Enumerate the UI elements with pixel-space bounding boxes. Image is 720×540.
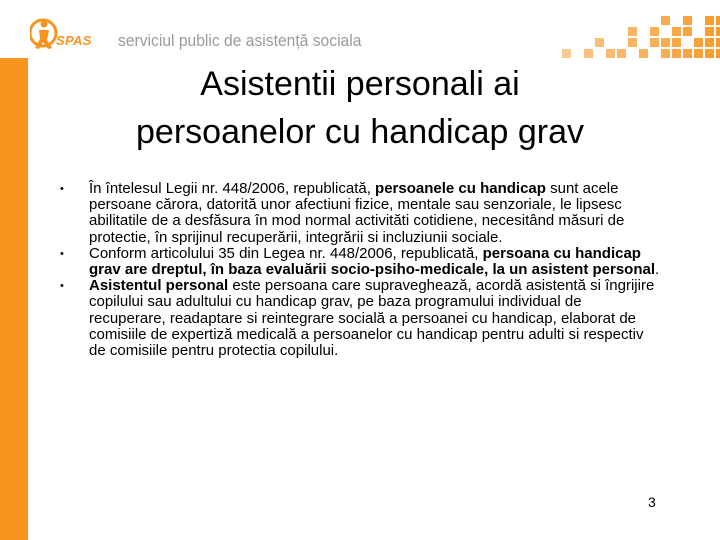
mosaic-square xyxy=(683,27,692,36)
mosaic-square xyxy=(584,49,593,58)
bullet-text xyxy=(89,181,660,246)
mosaic-square xyxy=(595,38,604,47)
mosaic-square xyxy=(716,49,720,58)
title-line-2: persoanelor cu handicap grav xyxy=(136,113,584,151)
bullet-item xyxy=(60,278,660,359)
mosaic-square xyxy=(672,38,681,47)
mosaic-square xyxy=(716,16,720,25)
bullet-text xyxy=(89,278,660,359)
mosaic-square xyxy=(672,27,681,36)
mosaic-square xyxy=(694,38,703,47)
mosaic-square xyxy=(672,49,681,58)
mosaic-square xyxy=(705,49,714,58)
mosaic-square xyxy=(705,38,714,47)
logo-text: SPAS xyxy=(56,33,92,48)
mosaic-square xyxy=(639,49,648,58)
text-run: În întelesul Legii nr. 448/2006, republicată, xyxy=(89,180,376,197)
bold-text-run: persoana cu handicap grav are dreptul, în baza evaluării socio-psiho-medicale, la un asistent personal xyxy=(89,244,656,279)
mosaic-square xyxy=(705,27,714,36)
bullet-marker: • xyxy=(60,280,64,293)
bullet-marker: • xyxy=(60,183,64,195)
mosaic-square xyxy=(661,16,670,25)
text-run: este persoana care supraveghează, acordă asistentă si îngrijire copilului sau adultului cu handicap grav, pe baza programului individual de recuperare, readaptare si reintegrare socială a persoanei cu handicap, elaborat de comisiile de expertiză medicală a persoanelor cu handicap pentru adulti si respectiv de comisiile pentru protectia copilului. xyxy=(89,277,655,360)
mosaic-square xyxy=(650,27,659,36)
spas-logo xyxy=(30,16,114,56)
slide-title xyxy=(40,60,680,156)
header-tagline: serviciul public de asistență sociala xyxy=(118,31,362,50)
mosaic-square xyxy=(705,16,714,25)
bullet-marker: • xyxy=(60,247,64,260)
mosaic-square xyxy=(661,49,670,58)
decorative-square-mosaic xyxy=(505,12,720,62)
orange-sidebar-bar xyxy=(0,58,28,540)
bullet-text xyxy=(89,246,660,278)
page-number: 3 xyxy=(648,494,656,510)
mosaic-square xyxy=(683,49,692,58)
bold-text-run: persoanele cu handicap xyxy=(375,180,546,197)
mosaic-square xyxy=(661,38,670,47)
mosaic-square xyxy=(628,38,637,47)
bullet-item xyxy=(60,246,660,278)
bold-text-run: Asistentul personal xyxy=(89,277,229,295)
bullet-item xyxy=(60,181,660,246)
title-line-1: Asistentii personali ai xyxy=(200,65,520,103)
text-run: sunt acele persoane cărora, datorită unor afectiuni fizice, mentale sau senzoriale, le lipsesc abilitatile de a desfăsura în mod normal activităti cotidiene, necesitând măsuri de protectie, în sprijinul recuperării, integrării si incluziunii sociale. xyxy=(89,180,625,246)
mosaic-square xyxy=(694,49,703,58)
mosaic-square xyxy=(606,49,615,58)
mosaic-square xyxy=(716,38,720,47)
text-run: . xyxy=(655,261,660,279)
mosaic-square xyxy=(683,16,692,25)
bullet-list xyxy=(60,181,660,359)
mosaic-square xyxy=(617,49,626,58)
text-run: Conform articolului 35 din Legea nr. 448/2006, republicată, xyxy=(89,244,483,262)
mosaic-square xyxy=(562,49,571,58)
mosaic-square xyxy=(628,27,637,36)
mosaic-square xyxy=(650,38,659,47)
mosaic-square xyxy=(716,27,720,36)
